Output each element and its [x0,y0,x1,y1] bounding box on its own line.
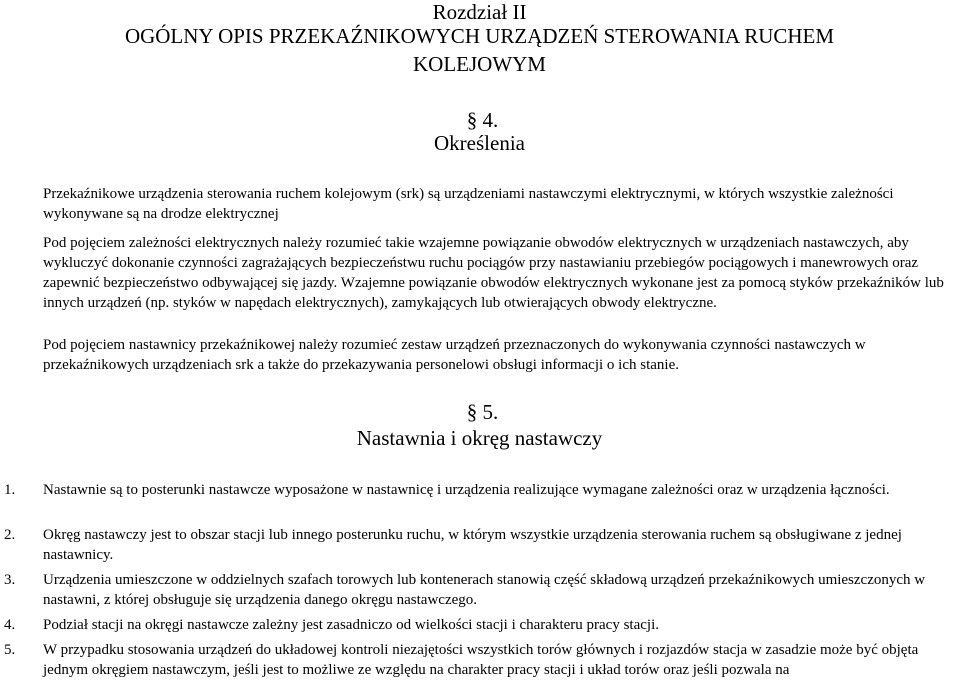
list-item-number: 3. [4,572,16,588]
section-4-title: Określenia [434,131,525,155]
list-item-text: Okręg nastawczy jest to obszar stacji lub innego posterunku ruchu, w którym wszystkie urządzenia sterowania ruchem są obsługiwane z jednej nastawnicy. [43,527,902,563]
list-item-text: W przypadku stosowania urządzeń do układowej kontroli niezajętości wszystkich torów głównych i rozjazdów stacja w zasadzie może być objęta jednym okręgiem nastawczym, jeśli jest to możliwe ze względu na charakter pracy stacji i układ torów oraz jeśli pozwala na [43,642,919,678]
section-5-number: § 5. [466,400,499,424]
paragraph-srk-definition: Przekaźnikowe urządzenia sterowania ruchem kolejowym (srk) są urządzeniami nastawczymi elektrycznymi, w których wszystkie zależności wykonywane są na drodze elektrycznej [43,186,894,222]
list-item-number: 5. [4,642,16,658]
list-item-number: 2. [4,527,16,543]
list-item-text: Nastawnie są to posterunki nastawcze wyposażone w nastawnicę i urządzenia realizujące wymagane zależności oraz w urządzenia łączności. [43,482,890,498]
chapter-title-line2: KOLEJOWYM [413,52,546,76]
paragraph-electrical-dependencies: Pod pojęciem zależności elektrycznych należy rozumieć takie wzajemne powiązanie obwodów elektrycznych w urządzeniach nastawczych, aby wykluczyć dokonanie czynności zagrażających bezpieczeństwu ruchu pociągów przy nastawianiu przebiegów pociągowych i manewrowych oraz zapewnić bezpieczeństwo odbywającej się jazdy. Wzajemne powiązanie obwodów elektrycznych wykonane jest za pomocą styków przekaźników lub innych urządzeń (np. styków w napędach elektrycznych), zamykających lub otwierających obwody elektryczne. [43,235,944,311]
section-4-number: § 4. [466,108,499,132]
chapter-title-line1: OGÓLNY OPIS PRZEKAŹNIKOWYCH URZĄDZEŃ STEROWANIA RUCHEM [124,24,835,48]
chapter-label: Rozdział II [432,0,527,24]
section-5-title: Nastawnia i okręg nastawczy [356,426,603,450]
list-item-number: 1. [4,482,16,498]
list-item-text: Urządzenia umieszczone w oddzielnych szafach torowych lub kontenerach stanowią część składową urządzeń przekaźnikowych umieszczonych w nastawni, z której obsługuje się urządzenia danego okręgu nastawczego. [43,572,926,608]
list-item-number: 4. [4,617,16,633]
paragraph-relay-control-panel: Pod pojęciem nastawnicy przekaźnikowej należy rozumieć zestaw urządzeń przeznaczonych do wykonywania czynności nastawczych w przekaźnikowych urządzeniach srk a także do przekazywania personelowi obsługi informacji o ich stanie. [43,337,866,373]
list-item-text: Podział stacji na okręgi nastawcze zależny jest zasadniczo od wielkości stacji i charakteru pracy stacji. [43,617,659,633]
